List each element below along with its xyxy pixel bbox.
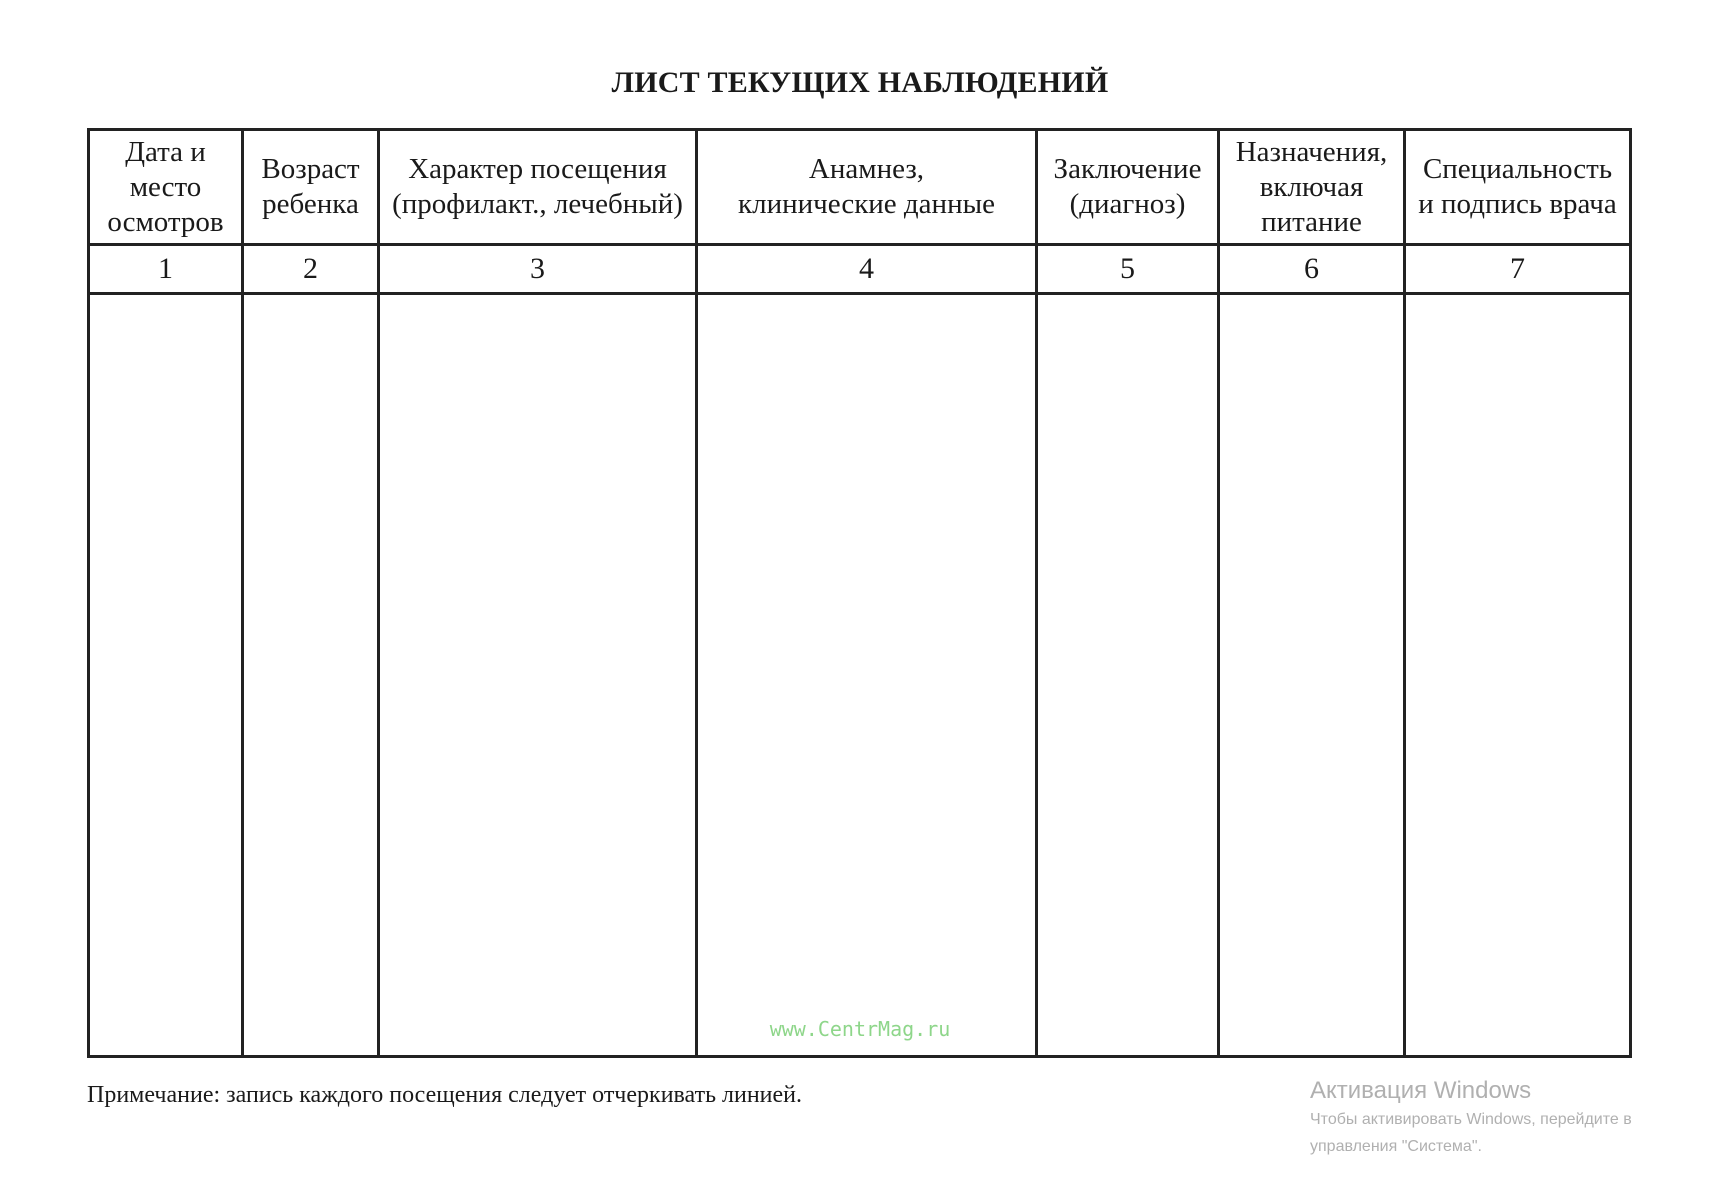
column-header-line: питание — [1261, 205, 1362, 238]
column-header-line: осмотров — [107, 205, 224, 238]
column-number: 3 — [379, 245, 697, 294]
column-header-line: место — [129, 170, 202, 203]
entry-cell — [89, 294, 243, 1057]
column-header-prescriptions — [1219, 130, 1405, 245]
entry-cell — [243, 294, 379, 1057]
column-header-anamnesis — [697, 130, 1037, 245]
column-header-line: и подпись врача — [1418, 188, 1617, 220]
table-header-row — [89, 130, 1631, 245]
column-number-row — [89, 245, 1631, 294]
column-header-diagnosis — [1037, 130, 1219, 245]
column-header-line: Характер посещения — [408, 153, 667, 185]
column-header-line: (профилакт., лечебный) — [392, 188, 683, 220]
windows-activation-overlay — [1310, 1076, 1632, 1160]
observations-table — [87, 128, 1632, 1058]
column-header-line: Заключение — [1053, 153, 1202, 185]
document-title: ЛИСТ ТЕКУЩИХ НАБЛЮДЕНИЙ — [611, 66, 1109, 99]
column-header-doctor-signature — [1405, 130, 1631, 245]
entry-area-row — [89, 294, 1631, 1057]
column-header-line: Возраст — [261, 153, 360, 185]
site-watermark: www.CentrMag.ru — [769, 1017, 951, 1041]
column-header-line: ребенка — [262, 188, 359, 220]
column-header-visit-type — [379, 130, 697, 245]
column-header-line: Анамнез, — [808, 153, 925, 185]
column-number: 4 — [697, 245, 1037, 294]
column-header-line: Назначения, — [1235, 135, 1388, 168]
activation-line-1: Чтобы активировать Windows, перейдите в — [1310, 1111, 1632, 1128]
entry-cell — [1037, 294, 1219, 1057]
column-header-line: включая — [1259, 170, 1364, 203]
column-number: 1 — [89, 245, 243, 294]
entry-cell — [1219, 294, 1405, 1057]
column-header-line: (диагноз) — [1069, 188, 1186, 220]
activation-title: Активация Windows — [1310, 1077, 1532, 1104]
footnote: Примечание: запись каждого посещения следует отчеркивать линией. — [87, 1082, 803, 1108]
activation-line-2: управления "Система". — [1310, 1138, 1482, 1155]
column-header-line: клинические данные — [738, 188, 995, 220]
entry-cell — [1405, 294, 1631, 1057]
column-number: 7 — [1405, 245, 1631, 294]
column-number: 2 — [243, 245, 379, 294]
entry-cell — [379, 294, 697, 1057]
entry-cell — [697, 294, 1037, 1057]
column-header-child-age — [243, 130, 379, 245]
column-header-line: Дата и — [125, 135, 206, 168]
column-number: 6 — [1219, 245, 1405, 294]
column-number: 5 — [1037, 245, 1219, 294]
column-header-line: Специальность — [1422, 153, 1613, 185]
column-header-date-place — [89, 130, 243, 245]
